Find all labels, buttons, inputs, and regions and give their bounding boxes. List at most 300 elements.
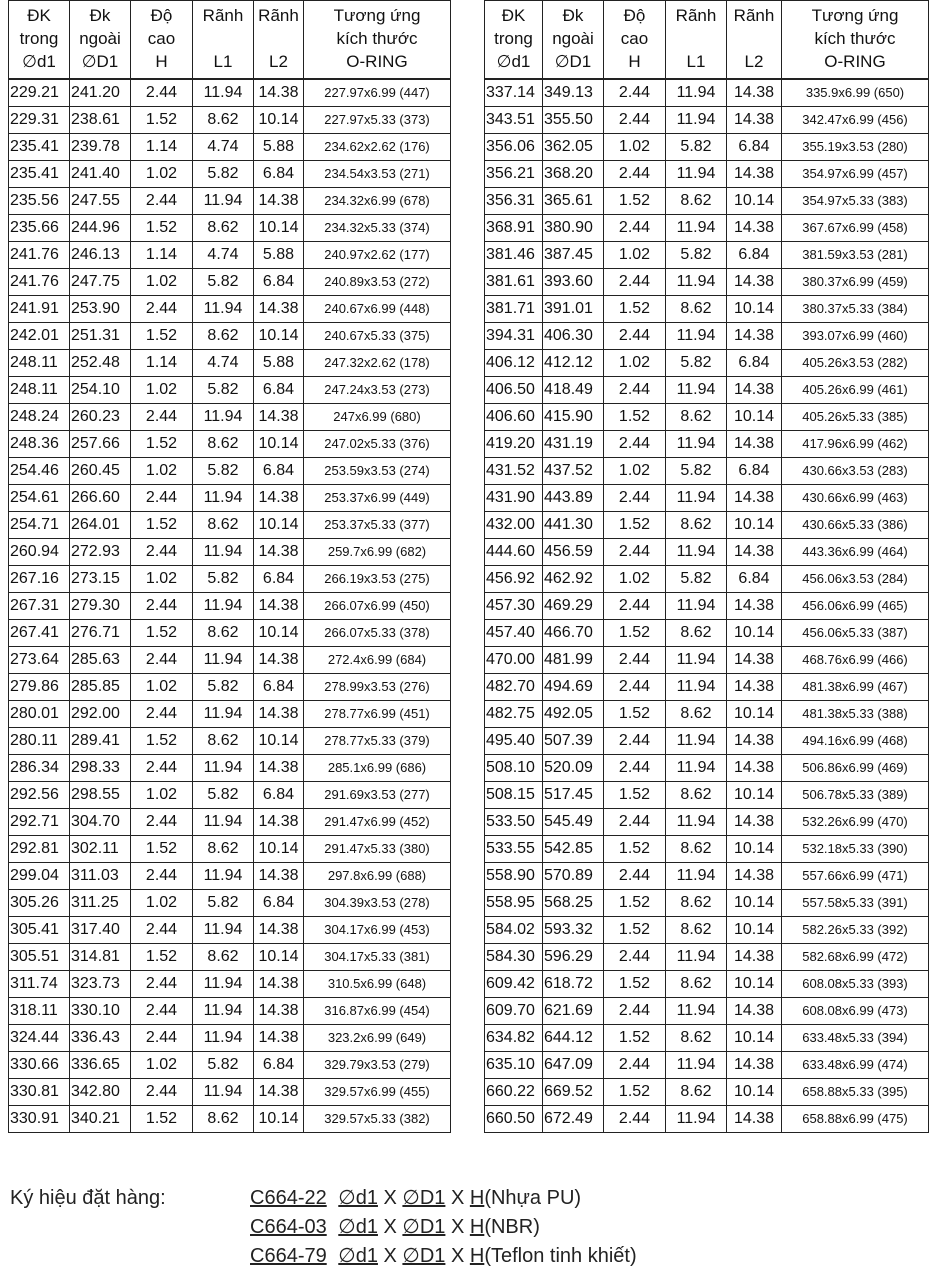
height-cell: 2.44 [131, 1079, 193, 1106]
oring-size-cell: 310.5x6.99 (648) [304, 971, 451, 998]
groove-l2-cell: 14.38 [727, 1052, 782, 1079]
oring-size-cell: 456.06x6.99 (465) [782, 593, 929, 620]
outer-diameter-cell: 365.61 [543, 188, 604, 215]
height-cell: 2.44 [604, 1106, 666, 1133]
groove-l1-cell: 11.94 [666, 485, 727, 512]
groove-l2-cell: 6.84 [727, 350, 782, 377]
outer-diameter-cell: 266.60 [70, 485, 131, 512]
oring-size-cell: 266.07x5.33 (378) [304, 620, 451, 647]
height-cell: 2.44 [131, 998, 193, 1025]
table-row [9, 809, 451, 836]
height-cell: 2.44 [604, 539, 666, 566]
header-line: L1 [686, 52, 706, 71]
outer-diameter-cell: 441.30 [543, 512, 604, 539]
groove-l1-cell: 8.62 [666, 836, 727, 863]
height-cell: 2.44 [131, 701, 193, 728]
groove-l1-cell: 11.94 [666, 323, 727, 350]
groove-l1-cell: 8.62 [666, 188, 727, 215]
outer-diameter-cell: 298.55 [70, 782, 131, 809]
outer-diameter-cell: 317.40 [70, 917, 131, 944]
groove-l1-cell: 11.94 [666, 269, 727, 296]
height-cell: 1.52 [131, 512, 193, 539]
times-separator: X [377, 1187, 403, 1209]
oring-size-cell: 240.89x3.53 (272) [304, 269, 451, 296]
groove-l1-cell: 8.62 [666, 1079, 727, 1106]
height-cell: 1.52 [604, 890, 666, 917]
groove-l1-cell: 11.94 [666, 539, 727, 566]
inner-diameter-cell: 419.20 [485, 431, 543, 458]
groove-l2-cell: 14.38 [254, 1079, 304, 1106]
outer-diameter-cell: 311.03 [70, 863, 131, 890]
height-cell: 1.52 [604, 701, 666, 728]
outer-diameter-cell: 456.59 [543, 539, 604, 566]
inner-diameter-cell: 330.91 [9, 1106, 70, 1133]
outer-diameter-cell: 253.90 [70, 296, 131, 323]
groove-l2-cell: 14.38 [727, 269, 782, 296]
outer-diameter-cell: 492.05 [543, 701, 604, 728]
groove-l2-cell: 14.38 [727, 809, 782, 836]
inner-diameter-cell: 305.51 [9, 944, 70, 971]
table-row [9, 593, 451, 620]
table-row [9, 242, 451, 269]
inner-diameter-cell: 495.40 [485, 728, 543, 755]
table-row [485, 242, 929, 269]
oring-size-cell: 335.9x6.99 (650) [782, 79, 929, 107]
groove-l2-cell: 10.14 [254, 323, 304, 350]
order-code: C664-79 [250, 1245, 327, 1267]
outer-diameter-cell: 391.01 [543, 296, 604, 323]
height-cell: 2.44 [604, 431, 666, 458]
order-code-label: Ký hiệu đặt hàng: [10, 1187, 166, 1209]
groove-l1-cell: 11.94 [666, 755, 727, 782]
height-cell: 1.02 [131, 377, 193, 404]
inner-diameter-cell: 248.36 [9, 431, 70, 458]
inner-diameter-cell: 381.61 [485, 269, 543, 296]
header-line: ∅D1 [81, 52, 119, 71]
groove-l1-cell: 8.62 [193, 323, 254, 350]
height-cell: 1.52 [604, 1025, 666, 1052]
header-line: Đk [89, 6, 111, 25]
table-row [9, 620, 451, 647]
groove-l2-cell: 5.88 [254, 350, 304, 377]
groove-l2-cell: 14.38 [727, 944, 782, 971]
oring-size-cell: 240.67x6.99 (448) [304, 296, 451, 323]
groove-l2-cell: 10.14 [727, 782, 782, 809]
inner-diameter-cell: 444.60 [485, 539, 543, 566]
outer-diameter-cell: 618.72 [543, 971, 604, 998]
outer-diameter-cell: 380.90 [543, 215, 604, 242]
height-cell: 2.44 [131, 593, 193, 620]
height-cell: 1.02 [131, 458, 193, 485]
groove-l1-cell: 11.94 [193, 917, 254, 944]
header-line: Độ [150, 6, 173, 25]
outer-diameter-cell: 621.69 [543, 998, 604, 1025]
header-line: H [155, 52, 168, 71]
inner-diameter-cell: 241.76 [9, 269, 70, 296]
groove-l2-cell: 14.38 [727, 863, 782, 890]
groove-l1-cell: 11.94 [193, 188, 254, 215]
groove-l2-cell: 10.14 [254, 728, 304, 755]
groove-l1-cell: 8.62 [193, 944, 254, 971]
height-cell: 1.02 [131, 1052, 193, 1079]
height-cell: 1.52 [604, 404, 666, 431]
height-cell: 1.02 [131, 782, 193, 809]
outer-diameter-cell: 285.63 [70, 647, 131, 674]
groove-l2-cell: 10.14 [254, 107, 304, 134]
header-inner-diameter [9, 1, 70, 80]
header-height [131, 1, 193, 80]
outer-diameter-cell: 311.25 [70, 890, 131, 917]
header-line [193, 27, 253, 50]
oring-size-cell: 443.36x6.99 (464) [782, 539, 929, 566]
groove-l1-cell: 11.94 [666, 1106, 727, 1133]
height-cell: 1.52 [604, 782, 666, 809]
inner-diameter-cell: 533.55 [485, 836, 543, 863]
oring-size-cell: 234.32x6.99 (678) [304, 188, 451, 215]
height-cell: 2.44 [131, 296, 193, 323]
inner-diameter-cell: 292.81 [9, 836, 70, 863]
table-row [9, 917, 451, 944]
inner-diameter-cell: 343.51 [485, 107, 543, 134]
inner-diameter-cell: 330.81 [9, 1079, 70, 1106]
inner-diameter-cell: 305.26 [9, 890, 70, 917]
outer-diameter-cell: 570.89 [543, 863, 604, 890]
oring-size-cell: 247.02x5.33 (376) [304, 431, 451, 458]
height-cell: 2.44 [131, 863, 193, 890]
groove-l1-cell: 4.74 [193, 350, 254, 377]
table-row [485, 107, 929, 134]
groove-l1-cell: 8.62 [666, 701, 727, 728]
groove-l1-cell: 11.94 [666, 674, 727, 701]
groove-l1-cell: 11.94 [666, 728, 727, 755]
groove-l2-cell: 5.88 [254, 242, 304, 269]
groove-l1-cell: 4.74 [193, 242, 254, 269]
groove-l2-cell: 14.38 [727, 323, 782, 350]
height-cell: 2.44 [604, 269, 666, 296]
table-row [485, 944, 929, 971]
header-line: O-RING [824, 52, 886, 71]
outer-diameter-cell: 289.41 [70, 728, 131, 755]
times-separator: X [445, 1187, 470, 1209]
outer-diameter-cell: 355.50 [543, 107, 604, 134]
table-row [485, 593, 929, 620]
outer-diameter-cell: 418.49 [543, 377, 604, 404]
height-cell: 1.02 [604, 134, 666, 161]
table-header-row [485, 1, 929, 80]
groove-l1-cell: 8.62 [666, 971, 727, 998]
table-row [9, 512, 451, 539]
table-row [485, 971, 929, 998]
groove-l1-cell: 8.62 [666, 1025, 727, 1052]
times-separator: X [377, 1245, 403, 1267]
groove-l1-cell: 11.94 [666, 863, 727, 890]
groove-l2-cell: 10.14 [254, 836, 304, 863]
table-row [9, 782, 451, 809]
oring-size-cell: 291.47x6.99 (452) [304, 809, 451, 836]
oring-size-cell: 381.59x3.53 (281) [782, 242, 929, 269]
groove-l1-cell: 8.62 [666, 512, 727, 539]
oring-size-cell: 456.06x3.53 (284) [782, 566, 929, 593]
table-row [485, 782, 929, 809]
oring-size-cell: 247x6.99 (680) [304, 404, 451, 431]
height-cell: 1.02 [131, 566, 193, 593]
groove-l1-cell: 5.82 [666, 350, 727, 377]
groove-l2-cell: 14.38 [254, 593, 304, 620]
oring-size-cell: 291.47x5.33 (380) [304, 836, 451, 863]
groove-l1-cell: 8.62 [193, 512, 254, 539]
oring-size-cell: 259.7x6.99 (682) [304, 539, 451, 566]
oring-size-cell: 291.69x3.53 (277) [304, 782, 451, 809]
height-cell: 1.14 [131, 134, 193, 161]
table-row [485, 350, 929, 377]
material-text: (Teflon tinh khiết) [484, 1245, 637, 1267]
oring-size-cell: 405.26x5.33 (385) [782, 404, 929, 431]
dimension-table-left [8, 0, 451, 1133]
oring-size-cell: 430.66x5.33 (386) [782, 512, 929, 539]
header-line: ĐK [27, 6, 51, 25]
header-line: ∅d1 [22, 52, 56, 71]
height-cell: 2.44 [131, 809, 193, 836]
table-row [9, 377, 451, 404]
table-row [485, 512, 929, 539]
groove-l1-cell: 11.94 [193, 701, 254, 728]
groove-l1-cell: 11.94 [193, 998, 254, 1025]
groove-l1-cell: 11.94 [193, 539, 254, 566]
groove-l2-cell: 6.84 [727, 458, 782, 485]
oring-size-cell: 481.38x5.33 (388) [782, 701, 929, 728]
oring-size-cell: 633.48x6.99 (474) [782, 1052, 929, 1079]
oring-size-cell: 304.17x5.33 (381) [304, 944, 451, 971]
outer-diameter-cell: 298.33 [70, 755, 131, 782]
inner-diameter-cell: 558.95 [485, 890, 543, 917]
oring-size-cell: 285.1x6.99 (686) [304, 755, 451, 782]
table-row [485, 134, 929, 161]
inner-diameter-cell: 229.21 [9, 79, 70, 107]
outer-diameter-cell: 406.30 [543, 323, 604, 350]
groove-l2-cell: 14.38 [727, 755, 782, 782]
groove-l2-cell: 14.38 [254, 917, 304, 944]
groove-l2-cell: 6.84 [727, 566, 782, 593]
inner-diameter-cell: 248.11 [9, 350, 70, 377]
groove-l2-cell: 14.38 [727, 998, 782, 1025]
oring-size-cell: 304.39x3.53 (278) [304, 890, 451, 917]
order-code: C664-22 [250, 1187, 327, 1209]
groove-l1-cell: 11.94 [666, 107, 727, 134]
header-line: L2 [744, 52, 764, 71]
table-row [485, 1025, 929, 1052]
groove-l2-cell: 14.38 [727, 79, 782, 107]
groove-l1-cell: 11.94 [193, 404, 254, 431]
height-symbol: H [469, 1245, 485, 1267]
header-line: cao [147, 29, 176, 48]
outer-diameter-cell: 520.09 [543, 755, 604, 782]
outer-diameter-cell: 239.78 [70, 134, 131, 161]
height-cell: 1.02 [604, 566, 666, 593]
times-separator: X [445, 1216, 470, 1238]
table-row [9, 971, 451, 998]
table-row [9, 134, 451, 161]
inner-diameter-cell: 368.91 [485, 215, 543, 242]
groove-l2-cell: 14.38 [254, 296, 304, 323]
inner-diameter-cell: 267.16 [9, 566, 70, 593]
table-row [485, 1052, 929, 1079]
groove-l2-cell: 10.14 [727, 701, 782, 728]
table-row [9, 350, 451, 377]
header-line: ngoài [552, 29, 594, 48]
oring-size-cell: 278.77x6.99 (451) [304, 701, 451, 728]
oring-size-cell: 272.4x6.99 (684) [304, 647, 451, 674]
header-groove-l2 [254, 1, 304, 80]
groove-l1-cell: 8.62 [193, 215, 254, 242]
height-cell: 1.52 [131, 728, 193, 755]
table-row [9, 890, 451, 917]
table-row [485, 755, 929, 782]
inner-diameter-cell: 229.31 [9, 107, 70, 134]
groove-l2-cell: 6.84 [254, 377, 304, 404]
oring-size-cell: 430.66x3.53 (283) [782, 458, 929, 485]
table-row [485, 269, 929, 296]
table-row [9, 647, 451, 674]
outer-diameter-cell: 238.61 [70, 107, 131, 134]
inner-diameter-cell: 634.82 [485, 1025, 543, 1052]
groove-l2-cell: 14.38 [727, 215, 782, 242]
groove-l2-cell: 14.38 [254, 647, 304, 674]
table-row [485, 431, 929, 458]
oring-size-cell: 247.32x2.62 (178) [304, 350, 451, 377]
groove-l1-cell: 11.94 [666, 647, 727, 674]
inner-diameter-cell: 381.46 [485, 242, 543, 269]
table-row [9, 674, 451, 701]
inner-diameter-cell: 280.11 [9, 728, 70, 755]
height-cell: 1.02 [131, 161, 193, 188]
outer-diameter-cell: 260.45 [70, 458, 131, 485]
groove-l1-cell: 5.82 [193, 377, 254, 404]
table-row [9, 863, 451, 890]
groove-l2-cell: 14.38 [254, 79, 304, 107]
groove-l2-cell: 6.84 [727, 242, 782, 269]
groove-l2-cell: 14.38 [254, 188, 304, 215]
height-cell: 1.02 [604, 458, 666, 485]
header-height [604, 1, 666, 80]
oring-size-cell: 405.26x6.99 (461) [782, 377, 929, 404]
height-cell: 1.02 [131, 674, 193, 701]
inner-diameter-cell: 248.24 [9, 404, 70, 431]
oring-size-cell: 247.24x3.53 (273) [304, 377, 451, 404]
material-text: (NBR) [484, 1216, 540, 1238]
outer-diameter-symbol: ∅D1 [402, 1216, 446, 1238]
outer-diameter-cell: 285.85 [70, 674, 131, 701]
groove-l2-cell: 5.88 [254, 134, 304, 161]
inner-diameter-cell: 660.50 [485, 1106, 543, 1133]
inner-diameter-cell: 337.14 [485, 79, 543, 107]
table-row [9, 1106, 451, 1133]
table-row [9, 161, 451, 188]
inner-diameter-cell: 356.21 [485, 161, 543, 188]
outer-diameter-cell: 393.60 [543, 269, 604, 296]
groove-l2-cell: 14.38 [254, 485, 304, 512]
oring-size-cell: 506.78x5.33 (389) [782, 782, 929, 809]
inner-diameter-cell: 292.56 [9, 782, 70, 809]
inner-diameter-cell: 260.94 [9, 539, 70, 566]
table-row [485, 485, 929, 512]
groove-l1-cell: 4.74 [193, 134, 254, 161]
oring-size-cell: 253.37x6.99 (449) [304, 485, 451, 512]
outer-diameter-cell: 387.45 [543, 242, 604, 269]
height-cell: 2.44 [131, 188, 193, 215]
groove-l1-cell: 5.82 [193, 458, 254, 485]
inner-diameter-cell: 235.41 [9, 161, 70, 188]
groove-l1-cell: 5.82 [193, 566, 254, 593]
table-row [9, 836, 451, 863]
oring-size-cell: 234.54x3.53 (271) [304, 161, 451, 188]
header-oring-size [304, 1, 451, 80]
table-row [485, 404, 929, 431]
oring-size-cell: 253.37x5.33 (377) [304, 512, 451, 539]
groove-l1-cell: 11.94 [666, 1052, 727, 1079]
outer-diameter-cell: 304.70 [70, 809, 131, 836]
height-cell: 2.44 [604, 377, 666, 404]
groove-l2-cell: 14.38 [727, 431, 782, 458]
groove-l2-cell: 10.14 [254, 512, 304, 539]
outer-diameter-symbol: ∅D1 [402, 1245, 446, 1267]
inner-diameter-symbol: ∅d1 [338, 1187, 378, 1209]
oring-size-cell: 582.26x5.33 (392) [782, 917, 929, 944]
groove-l1-cell: 11.94 [193, 485, 254, 512]
header-groove-l1 [193, 1, 254, 80]
header-groove-l1 [666, 1, 727, 80]
outer-diameter-cell: 644.12 [543, 1025, 604, 1052]
oring-size-cell: 430.66x6.99 (463) [782, 485, 929, 512]
groove-l2-cell: 10.14 [254, 431, 304, 458]
header-line: ngoài [79, 29, 121, 48]
groove-l2-cell: 14.38 [254, 404, 304, 431]
groove-l1-cell: 11.94 [193, 809, 254, 836]
outer-diameter-symbol: ∅D1 [402, 1187, 446, 1209]
times-separator: X [445, 1245, 470, 1267]
height-cell: 2.44 [604, 998, 666, 1025]
table-row [9, 566, 451, 593]
height-cell: 1.14 [131, 242, 193, 269]
outer-diameter-cell: 314.81 [70, 944, 131, 971]
groove-l2-cell: 10.14 [254, 944, 304, 971]
times-separator: X [377, 1216, 403, 1238]
groove-l2-cell: 14.38 [254, 863, 304, 890]
outer-diameter-cell: 469.29 [543, 593, 604, 620]
table-row [485, 79, 929, 107]
groove-l1-cell: 5.82 [193, 782, 254, 809]
table-row [9, 269, 451, 296]
outer-diameter-cell: 349.13 [543, 79, 604, 107]
height-cell: 2.44 [604, 107, 666, 134]
groove-l1-cell: 8.62 [193, 1106, 254, 1133]
groove-l1-cell: 5.82 [666, 242, 727, 269]
outer-diameter-cell: 260.23 [70, 404, 131, 431]
table-row [9, 1025, 451, 1052]
table-row [9, 458, 451, 485]
header-line: ĐK [501, 6, 526, 25]
groove-l1-cell: 11.94 [193, 971, 254, 998]
oring-size-cell: 393.07x6.99 (460) [782, 323, 929, 350]
inner-diameter-cell: 248.11 [9, 377, 70, 404]
outer-diameter-cell: 330.10 [70, 998, 131, 1025]
outer-diameter-cell: 415.90 [543, 404, 604, 431]
groove-l1-cell: 8.62 [193, 620, 254, 647]
groove-l2-cell: 10.14 [727, 620, 782, 647]
height-cell: 2.44 [604, 647, 666, 674]
groove-l2-cell: 14.38 [727, 485, 782, 512]
outer-diameter-cell: 517.45 [543, 782, 604, 809]
table-row [9, 1052, 451, 1079]
